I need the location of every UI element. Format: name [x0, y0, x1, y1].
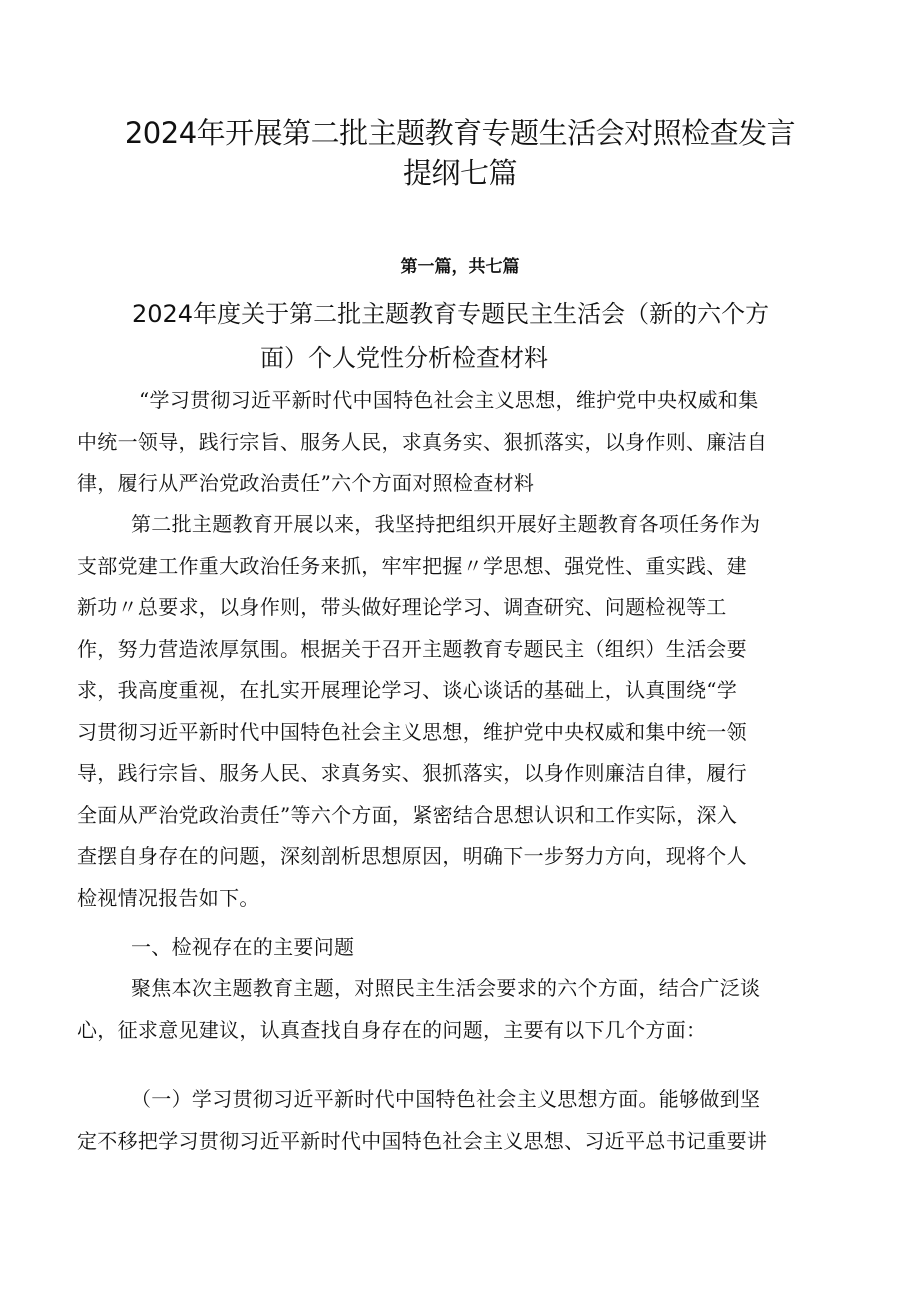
title-line-2: 提纲七篇 [402, 156, 517, 190]
paragraph-line: 作，努力营造浓厚氛围。根据关于召开主题教育专题民主（组织）生活会要 [77, 636, 747, 661]
paragraph-line: 新功〃总要求，以身作则，带头做好理论学习、调查研究、问题检视等工 [77, 595, 727, 619]
section-heading-1 [77, 927, 853, 969]
paragraph-line: “学习贯彻习近平新时代中国特色社会主义思想，维护党中央权威和集 [139, 388, 759, 412]
paragraph-item-1 [77, 1079, 853, 1162]
paragraph-intro [77, 380, 853, 505]
paragraph-line: （一）学习贯彻习近平新时代中国特色社会主义思想方面。能够做到坚 [131, 1087, 761, 1111]
document-title [80, 113, 840, 193]
subtitle [80, 292, 850, 380]
subtitle-line-2: 面）个人党性分析检查材料 [260, 344, 548, 372]
paragraph-background [77, 504, 853, 919]
paragraph-line: 导，践行宗旨、服务人民、求真务实、狠抓落实，以身作则廉洁自律，履行 [77, 761, 747, 785]
paragraph-line: 查摆自身存在的问题，深刻剖析思想原因，明确下一步努力方向，现将个人 [77, 844, 747, 868]
paragraph-line: 律，履行从严治党政治责任”六个方面对照检查材料 [77, 471, 535, 495]
paragraph-line: 求，我高度重视，在扎实开展理论学习、谈心谈话的基础上，认真围绕“学 [77, 678, 738, 702]
paragraph-line: 全面从严治党政治责任”等六个方面，紧密结合思想认识和工作实际，深入 [77, 802, 738, 827]
section-label: 第一篇，共七篇 [400, 257, 520, 277]
paragraph-line: 心，征求意见建议，认真查找自身存在的问题，主要有以下几个方面： [77, 1017, 707, 1042]
paragraph-line: 中统一领导，践行宗旨、服务人民，求真务实、狠抓落实，以身作则、廉洁自 [77, 429, 768, 454]
subtitle-line-1: 2024年度关于第二批主题教育专题民主生活会（新的六个方 [132, 300, 770, 328]
paragraph-line: 定不移把学习贯彻习近平新时代中国特色社会主义思想、习近平总书记重要讲 [77, 1128, 768, 1153]
heading-text: 一、检视存在的主要问题 [131, 935, 355, 959]
paragraph-line: 聚焦本次主题教育主题，对照民主生活会要求的六个方面，结合广泛谈 [131, 976, 761, 1000]
paragraph-line: 检视情况报告如下。 [77, 885, 260, 910]
title-line-1: 2024年开展第二批主题教育专题生活会对照检查发言 [124, 116, 796, 150]
paragraph-line: 习贯彻习近平新时代中国特色社会主义思想，维护党中央权威和集中统一领 [77, 719, 747, 744]
paragraph-line: 第二批主题教育开展以来，我坚持把组织开展好主题教育各项任务作为 [131, 512, 761, 536]
paragraph-focus [77, 968, 853, 1051]
paragraph-line: 支部党建工作重大政治任务来抓，牢牢把握〃学思想、强党性、重实践、建 [77, 553, 747, 578]
